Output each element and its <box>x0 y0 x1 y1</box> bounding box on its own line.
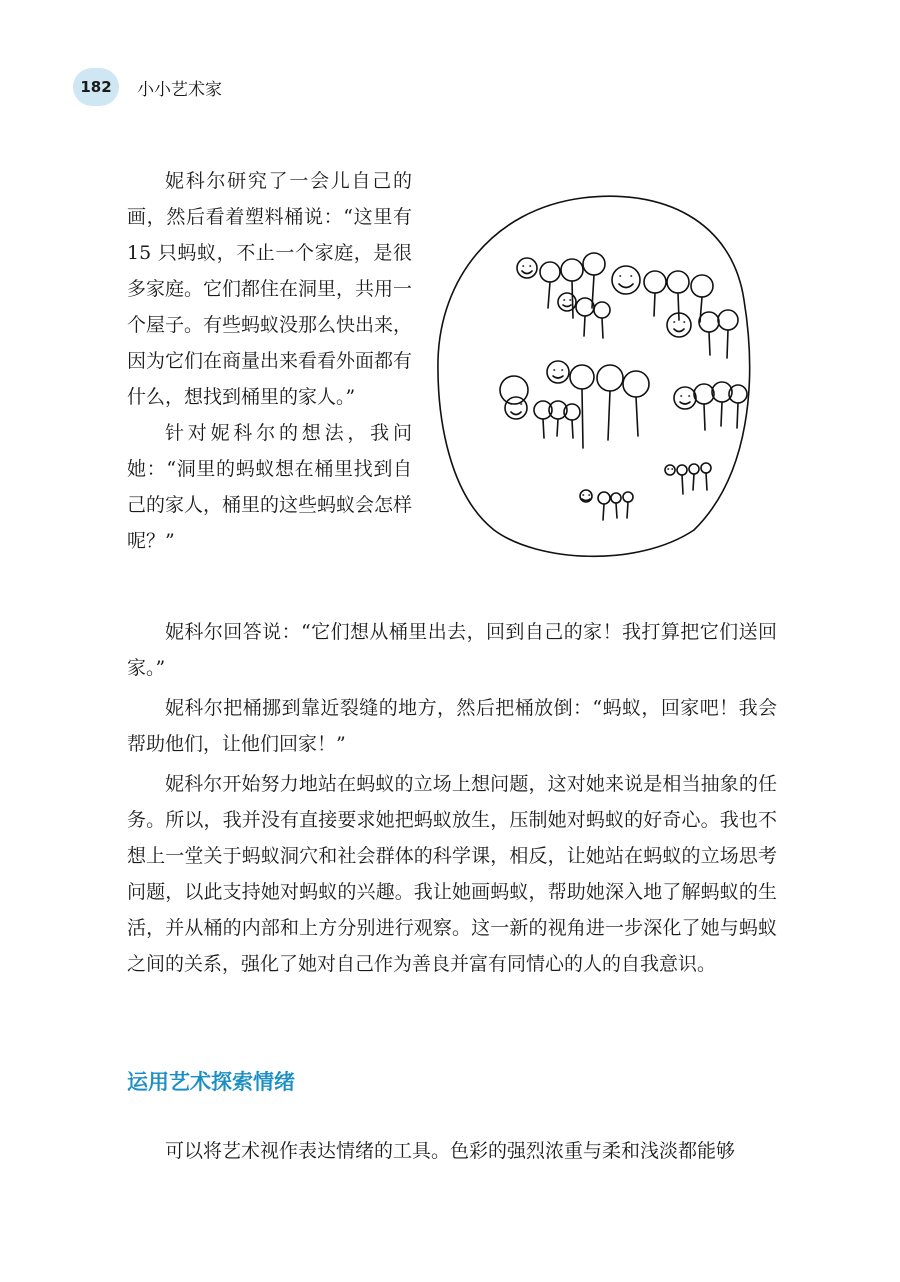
body-paragraph: 妮科尔回答说：“它们想从桶里出去，回到自己的家！我打算把它们送回家。” <box>127 621 777 679</box>
body-paragraph: 妮科尔研究了一会儿自己的画，然后看着塑料桶说：“这里有 15 只蚂蚁，不止一个家庭，是很多家庭。它们都住在洞里，共用一个屋子。有些蚂蚁没那么快出来，因为它们在商量出来看看外面都有什么，想找到桶里的家人。” <box>127 170 413 408</box>
body-paragraph: 针对妮科尔的想法，我问她：“洞里的蚂蚁想在桶里找到自己的家人，桶里的这些蚂蚁会怎样呢？” <box>127 422 413 552</box>
body-paragraph: 妮科尔把桶挪到靠近裂缝的地方，然后把桶放倒：“蚂蚁，回家吧！我会帮助他们，让他们回家！” <box>127 697 777 755</box>
page-number: 182 <box>80 78 112 96</box>
narrow-text-column <box>127 163 412 559</box>
section-heading: 运用艺术探索情绪 <box>127 1070 295 1094</box>
wide-text-column <box>127 614 777 986</box>
section-text <box>127 1133 777 1169</box>
body-paragraph: 可以将艺术视作表达情绪的工具。色彩的强烈浓重与柔和浅淡都能够 <box>165 1140 736 1162</box>
running-header-title: 小小艺术家 <box>137 80 222 100</box>
body-paragraph: 妮科尔开始努力地站在蚂蚁的立场上想问题，这对她来说是相当抽象的任务。所以，我并没有直接要求她把蚂蚁放生，压制她对蚂蚁的好奇心。我也不想上一堂关于蚂蚁洞穴和社会群体的科学课，相反，让她站在蚂蚁的立场思考问题，以此支持她对蚂蚁的兴趣。我让她画蚂蚁，帮助她深入地了解蚂蚁的生活，并从桶的内部和上方分别进行观察。这一新的视角进一步深化了她与蚂蚁之间的关系，强化了她对自己作为善良并富有同情心的人的自我意识。 <box>127 773 777 975</box>
child-ant-drawing <box>432 190 757 562</box>
page-number-badge <box>73 68 119 106</box>
